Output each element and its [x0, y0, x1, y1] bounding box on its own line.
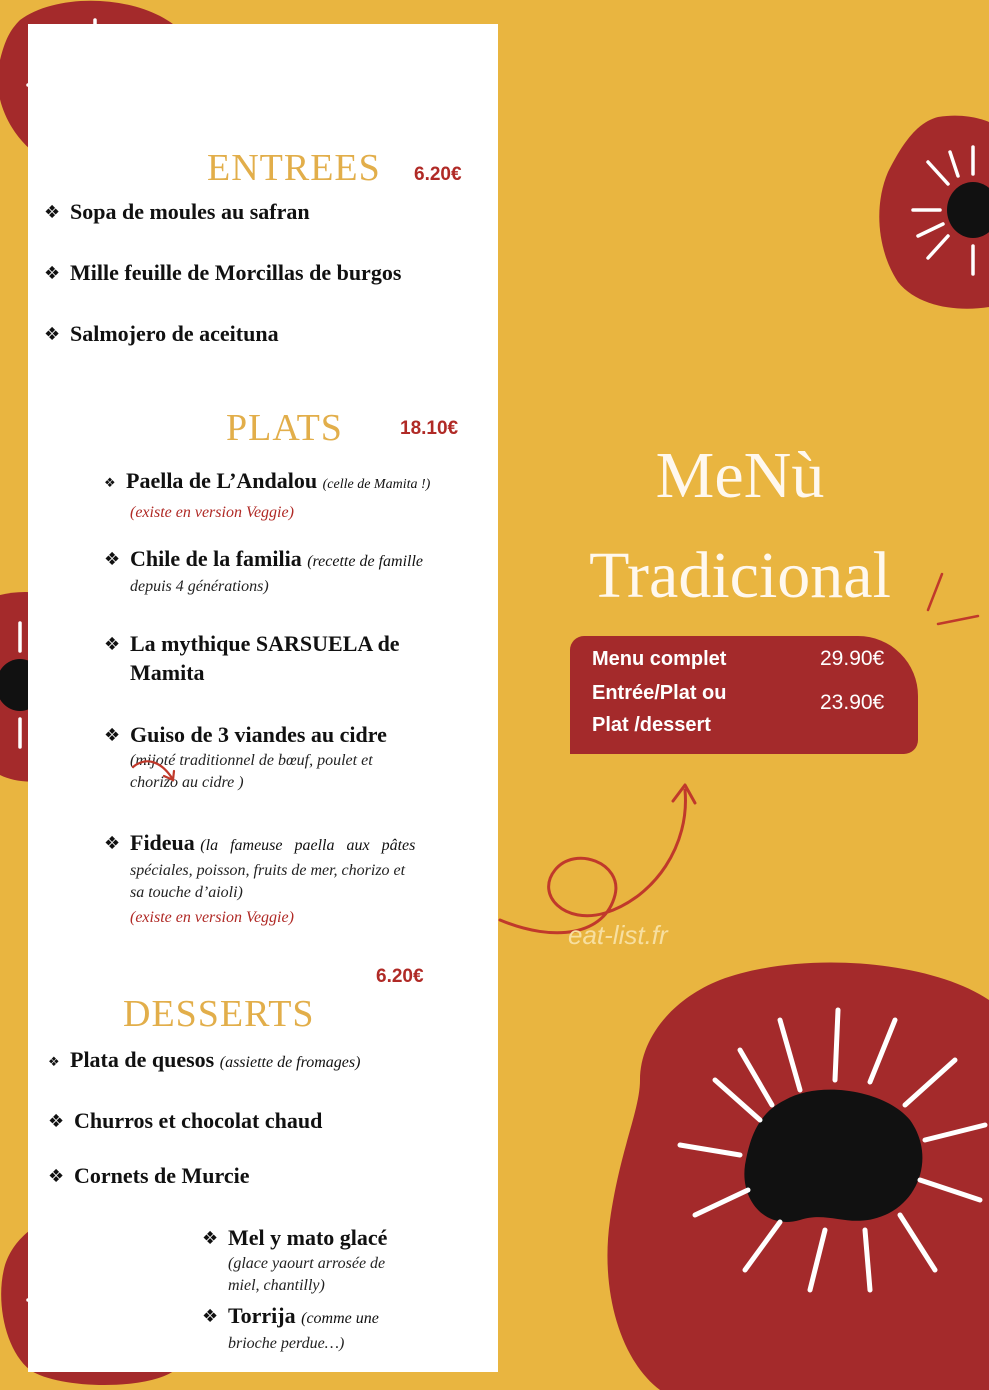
list-item: ❖ Cornets de Murcie: [48, 1162, 250, 1191]
list-item: ❖ Guiso de 3 viandes au cidre (mijoté traditionnel de bœuf, poulet et chorizo au cidre ): [104, 722, 387, 791]
list-item: ❖ La mythique SARSUELA de Mamita: [104, 631, 400, 685]
watermark: eat-list.fr: [568, 920, 668, 950]
entrees-price: 6.20€: [414, 164, 462, 185]
list-item: ❖ Mel y mato glacé (glace yaourt arrosée de miel, chantilly): [202, 1225, 388, 1294]
diamond-bullet-icon: ❖: [48, 1055, 60, 1070]
menu-title-line1: MeNù: [655, 439, 825, 512]
menu-title-line2: Tradicional: [589, 539, 891, 612]
list-item: ❖ Fideua (la fameuse paella aux pâtes spéciales, poisson, fruits de mer, chorizo et sa touche d’aioli) (existe en version Veggie): [104, 830, 416, 926]
accent-strokes-icon: [920, 570, 982, 632]
entrees-title: ENTREES: [207, 147, 381, 189]
diamond-bullet-icon: ❖: [202, 1306, 219, 1327]
menu-row-price: 29.90€: [820, 647, 885, 670]
menu-row-label: Menu complet: [592, 648, 727, 670]
list-item: ❖ Plata de quesos (assiette de fromages): [48, 1046, 360, 1077]
diamond-bullet-icon: ❖: [202, 1228, 219, 1249]
diamond-bullet-icon: ❖: [104, 476, 116, 491]
list-item: ❖ Salmojero de aceituna: [44, 320, 279, 349]
diamond-bullet-icon: ❖: [44, 202, 61, 223]
diamond-bullet-icon: ❖: [44, 263, 61, 284]
desserts-price: 6.20€: [376, 966, 424, 987]
list-item: ❖ Torrija (comme une brioche perdue…): [202, 1303, 379, 1352]
diamond-bullet-icon: ❖: [44, 324, 61, 345]
plats-price: 18.10€: [400, 418, 459, 439]
list-item: ❖ Mille feuille de Morcillas de burgos: [44, 259, 401, 288]
menu-row-price: 23.90€: [820, 691, 885, 714]
poppy-bottom-right-icon: [600, 960, 989, 1390]
list-item: ❖ Churros et chocolat chaud: [48, 1107, 322, 1136]
small-curve-arrow-icon: [130, 752, 190, 787]
list-item: ❖ Chile de la familia (recette de famille depuis 4 générations): [104, 546, 424, 595]
diamond-bullet-icon: ❖: [104, 833, 121, 854]
list-item: ❖ Sopa de moules au safran: [44, 198, 310, 227]
diamond-bullet-icon: ❖: [48, 1166, 65, 1187]
poppy-right-icon: [878, 112, 989, 312]
list-item: ❖ Paella de L’Andalou (celle de Mamita !) (existe en version Veggie): [104, 468, 431, 521]
menu-price-box: [570, 636, 918, 754]
diamond-bullet-icon: ❖: [48, 1111, 65, 1132]
menu-row-label: Entrée/Plat ou: [592, 682, 727, 704]
menu-row-label: Plat /dessert: [592, 714, 711, 736]
diamond-bullet-icon: ❖: [104, 634, 121, 655]
plats-title: PLATS: [226, 407, 343, 449]
desserts-title: DESSERTS: [123, 993, 315, 1035]
diamond-bullet-icon: ❖: [104, 549, 121, 570]
diamond-bullet-icon: ❖: [104, 725, 121, 746]
